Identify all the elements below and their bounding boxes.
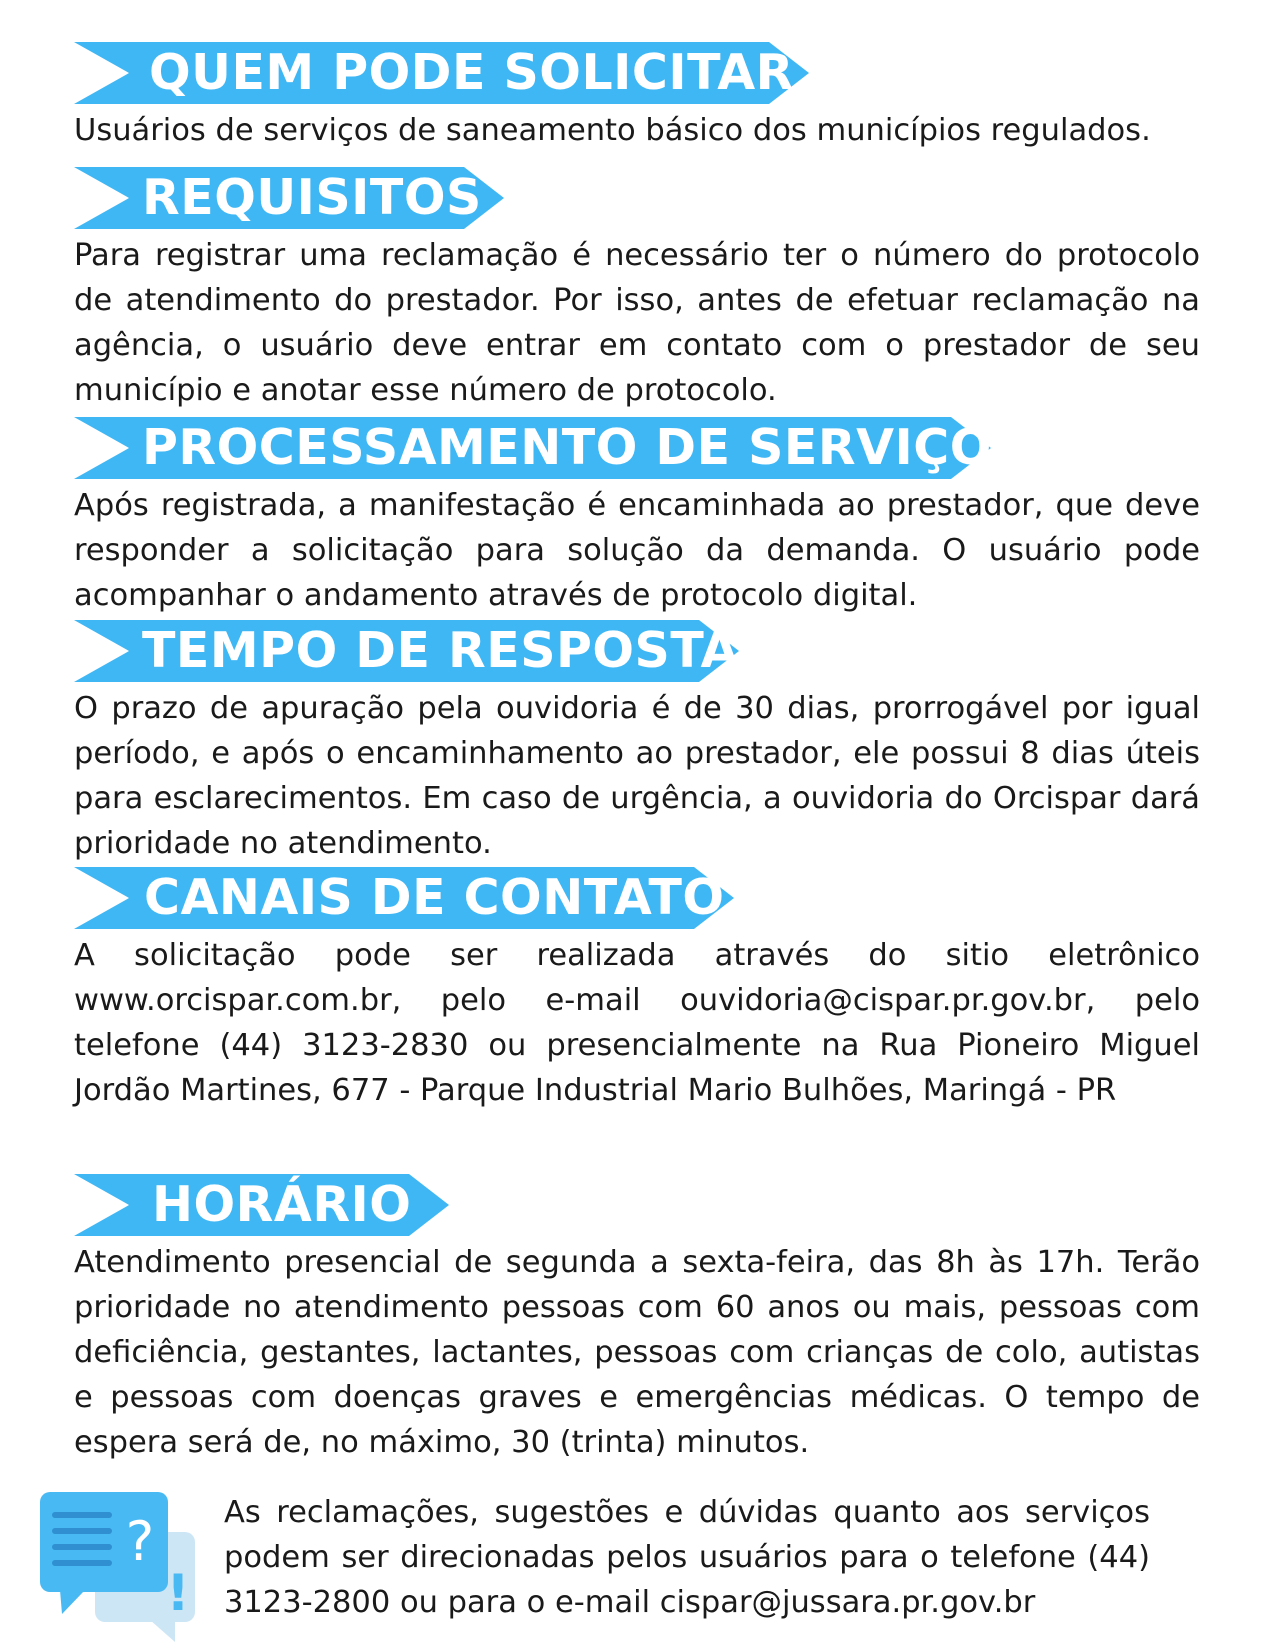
section-body: A solicitação pode ser realizada através do sitio eletrônico www.orcispar.com.br, pelo e-mail ouvidoria@cispar.pr.gov.br, pelo telefone (44) 3123-2830 ou presencialmente na Rua Pioneiro Miguel Jordão Martines, 677 - Parque Industrial Mario Bulhões, Maringá - PR	[74, 938, 1200, 1108]
section-tempo-de-resposta	[74, 620, 1200, 866]
section-title: CANAIS DE CONTATO	[144, 869, 725, 926]
section-processamento	[74, 417, 1200, 618]
footer-contact-text: As reclamações, sugestões e dúvidas quanto aos serviços podem ser direcionadas pelos usuários para o telefone (44) 3123-2800 ou para o e-mail cispar@jussara.pr.gov.br	[224, 1495, 1150, 1620]
section-banner	[74, 167, 504, 229]
section-title: PROCESSAMENTO DE SERVIÇO	[142, 419, 992, 476]
section-banner	[74, 620, 739, 682]
svg-text:?: ?	[125, 1510, 155, 1573]
section-body: Usuários de serviços de saneamento básico dos municípios regulados.	[74, 113, 1151, 148]
section-banner	[74, 1174, 449, 1236]
section-body: O prazo de apuração pela ouvidoria é de 30 dias, prorrogável por igual período, e após o encaminhamento ao prestador, ele possui 8 dias úteis para esclarecimentos. Em caso de urgência, a ouvidoria do Orcispar dará prioridade no atendimento.	[74, 691, 1200, 861]
section-requisitos	[74, 167, 1200, 413]
svg-text:!: !	[166, 1564, 190, 1622]
chat-question-icon	[40, 1492, 200, 1642]
section-body: Após registrada, a manifestação é encaminhada ao prestador, que deve responder a solicitação para solução da demanda. O usuário pode acompanhar o andamento através de protocolo digital.	[74, 488, 1200, 613]
section-title: QUEM PODE SOLICITAR	[149, 44, 794, 101]
section-title: TEMPO DE RESPOSTA	[142, 622, 739, 679]
section-body: Atendimento presencial de segunda a sexta-feira, das 8h às 17h. Terão prioridade no atendimento pessoas com 60 anos ou mais, pessoas com deficiência, gestantes, lactantes, pessoas com crianças de colo, autistas e pessoas com doenças graves e emergências médicas. O tempo de espera será de, no máximo, 30 (trinta) minutos.	[74, 1245, 1200, 1460]
section-quem-pode-solicitar	[74, 42, 1200, 153]
section-horario	[74, 1174, 1200, 1465]
section-banner	[74, 42, 809, 104]
section-banner	[74, 867, 734, 929]
section-title: REQUISITOS	[142, 169, 482, 226]
section-title: HORÁRIO	[152, 1176, 412, 1233]
section-body: Para registrar uma reclamação é necessário ter o número do protocolo de atendimento do prestador. Por isso, antes de efetuar reclamação na agência, o usuário deve entrar em contato com o prestador de seu município e anotar esse número de protocolo.	[74, 238, 1200, 408]
section-canais-de-contato	[74, 867, 1200, 1113]
section-banner	[74, 417, 991, 479]
